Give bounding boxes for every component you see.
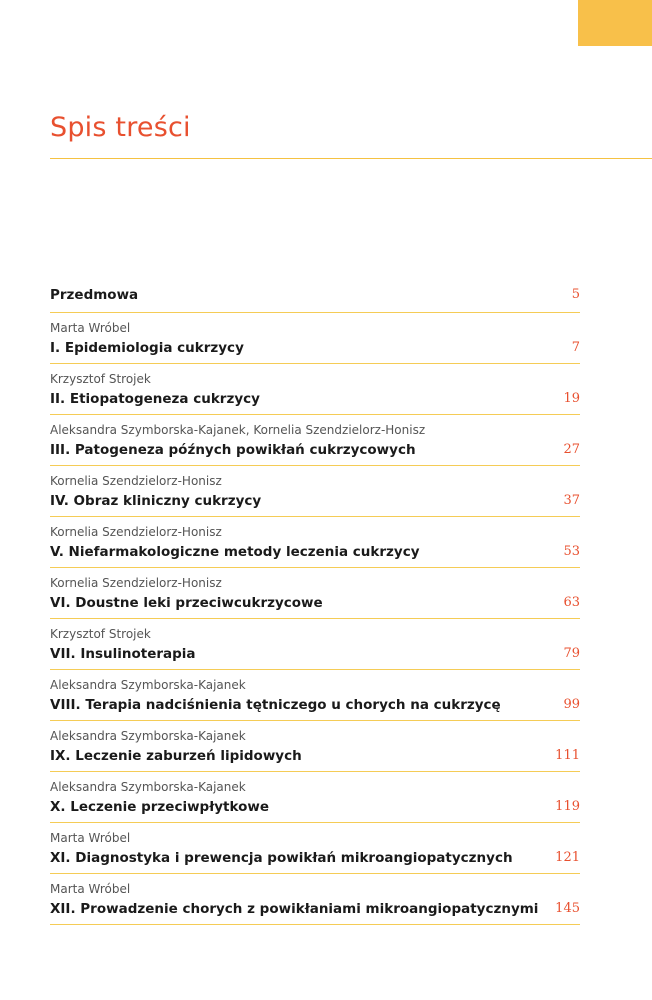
- toc-entry-author: Marta Wróbel: [50, 321, 131, 335]
- toc-entry-author: Krzysztof Strojek: [50, 627, 151, 641]
- toc-entry-chapter-8[interactable]: [50, 678, 580, 721]
- toc-entry-author: Krzysztof Strojek: [50, 372, 151, 386]
- toc-entry-page: 99: [563, 697, 580, 712]
- toc-entry-title: I. Epidemiologia cukrzycy: [50, 340, 244, 356]
- toc-entry-page: 7: [571, 340, 580, 355]
- table-of-contents: [50, 282, 580, 925]
- toc-entry-page: 53: [563, 544, 580, 559]
- toc-entry-chapter-10[interactable]: [50, 780, 580, 823]
- toc-entry-page: 19: [563, 391, 580, 406]
- toc-entry-title: XII. Prowadzenie chorych z powikłaniami mikroangiopatycznymi: [50, 901, 539, 917]
- toc-entry-title: X. Leczenie przeciwpłytkowe: [50, 799, 269, 815]
- toc-entry-author: Marta Wróbel: [50, 882, 131, 896]
- toc-entry-title: IX. Leczenie zaburzeń lipidowych: [50, 748, 302, 764]
- toc-entry-page: 5: [571, 287, 580, 302]
- toc-entry-chapter-2[interactable]: [50, 372, 580, 415]
- toc-entry-chapter-6[interactable]: [50, 576, 580, 619]
- toc-entry-chapter-12[interactable]: [50, 882, 580, 925]
- toc-entry-page: 119: [555, 799, 580, 814]
- toc-entry-chapter-7[interactable]: [50, 627, 580, 670]
- toc-entry-author: Kornelia Szendzielorz-Honisz: [50, 525, 222, 539]
- toc-entry-page: 121: [555, 850, 580, 865]
- title-divider: [50, 158, 652, 159]
- toc-entry-title: II. Etiopatogeneza cukrzycy: [50, 391, 260, 407]
- toc-entry-author: Kornelia Szendzielorz-Honisz: [50, 576, 222, 590]
- toc-entry-chapter-5[interactable]: [50, 525, 580, 568]
- toc-entry-preface[interactable]: [50, 282, 580, 313]
- toc-entry-page: 63: [563, 595, 580, 610]
- page-title: Spis treści: [50, 112, 191, 143]
- toc-entry-title: VIII. Terapia nadciśnienia tętniczego u chorych na cukrzycę: [50, 697, 501, 713]
- toc-entry-title: Przedmowa: [50, 287, 139, 303]
- toc-entry-page: 37: [563, 493, 580, 508]
- toc-entry-page: 111: [555, 748, 580, 763]
- toc-entry-author: Aleksandra Szymborska-Kajanek: [50, 678, 246, 692]
- toc-entry-chapter-11[interactable]: [50, 831, 580, 874]
- toc-entry-title: IV. Obraz kliniczny cukrzycy: [50, 493, 262, 509]
- toc-entry-title: XI. Diagnostyka i prewencja powikłań mikroangiopatycznych: [50, 850, 513, 866]
- toc-entry-title: V. Niefarmakologiczne metody leczenia cukrzycy: [50, 544, 420, 560]
- toc-entry-author: Aleksandra Szymborska-Kajanek: [50, 729, 246, 743]
- toc-entry-title: VII. Insulinoterapia: [50, 646, 196, 662]
- toc-entry-chapter-9[interactable]: [50, 729, 580, 772]
- corner-color-tab: [578, 0, 652, 46]
- toc-entry-title: VI. Doustne leki przeciwcukrzycowe: [50, 595, 323, 611]
- toc-entry-chapter-3[interactable]: [50, 423, 580, 466]
- toc-entry-author: Marta Wróbel: [50, 831, 131, 845]
- toc-entry-page: 145: [555, 901, 580, 916]
- toc-entry-chapter-1[interactable]: [50, 321, 580, 364]
- toc-entry-page: 27: [563, 442, 580, 457]
- toc-entry-author: Kornelia Szendzielorz-Honisz: [50, 474, 222, 488]
- toc-entry-page: 79: [563, 646, 580, 661]
- toc-entry-chapter-4[interactable]: [50, 474, 580, 517]
- toc-entry-title: III. Patogeneza późnych powikłań cukrzycowych: [50, 442, 416, 458]
- toc-entry-author: Aleksandra Szymborska-Kajanek: [50, 780, 246, 794]
- toc-entry-author: Aleksandra Szymborska-Kajanek, Kornelia Szendzielorz-Honisz: [50, 423, 426, 437]
